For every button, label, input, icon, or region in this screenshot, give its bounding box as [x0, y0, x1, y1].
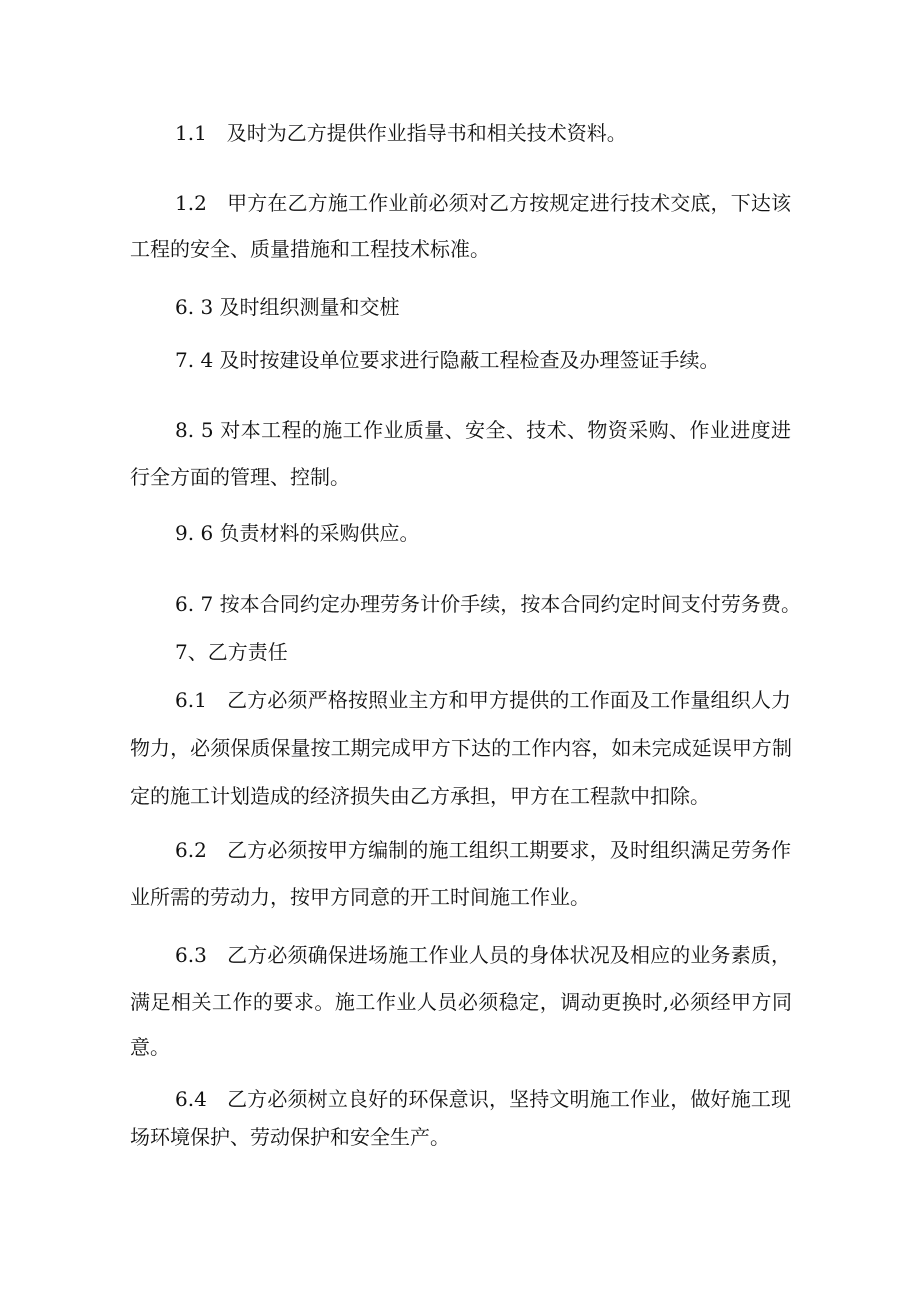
clause-b-6-4-cont: 场环境保护、劳动保护和安全生产。: [130, 1125, 450, 1149]
section-heading-party-b: 7、乙方责任: [175, 640, 288, 664]
clause-b-6-1: 6.1 乙方必须严格按照业主方和甲方提供的工作面及工作量组织人力: [175, 688, 791, 712]
clause-b-6-3-cont2: 意。: [130, 1035, 170, 1059]
clause-b-6-3-cont1: 满足相关工作的要求。施工作业人员必须稳定，调动更换时,必须经甲方同: [130, 990, 792, 1014]
clause-8-5: 8. 5 对本工程的施工作业质量、安全、技术、物资采购、作业进度进: [175, 418, 791, 442]
clause-b-6-4: 6.4 乙方必须树立良好的环保意识，坚持文明施工作业，做好施工现: [175, 1087, 791, 1111]
clause-1-2-cont: 工程的安全、质量措施和工程技术标准。: [130, 237, 490, 261]
clause-8-5-cont: 行全方面的管理、控制。: [130, 465, 350, 489]
clause-1-1: 1.1 及时为乙方提供作业指导书和相关技术资料。: [175, 121, 627, 145]
clause-b-6-2-cont: 业所需的劳动力，按甲方同意的开工时间施工作业。: [130, 885, 590, 909]
clause-b-6-1-cont1: 物力，必须保质保量按工期完成甲方下达的工作内容，如未完成延误甲方制: [130, 736, 792, 760]
clause-b-6-1-cont2: 定的施工计划造成的经济损失由乙方承担，甲方在工程款中扣除。: [130, 784, 710, 808]
clause-6-7: 6. 7 按本合同约定办理劳务计价手续，按本合同约定时间支付劳务费。: [175, 592, 801, 616]
clause-6-3: 6. 3 及时组织测量和交桩: [175, 295, 400, 319]
clause-9-6: 9. 6 负责材料的采购供应。: [175, 521, 420, 545]
clause-b-6-3: 6.3 乙方必须确保进场施工作业人员的身体状况及相应的业务素质，: [175, 943, 791, 967]
clause-b-6-2: 6.2 乙方必须按甲方编制的施工组织工期要求，及时组织满足劳务作: [175, 838, 791, 862]
clause-1-2: 1.2 甲方在乙方施工作业前必须对乙方按规定进行技术交底，下达该: [175, 191, 791, 215]
clause-7-4: 7. 4 及时按建设单位要求进行隐蔽工程检查及办理签证手续。: [175, 348, 720, 372]
